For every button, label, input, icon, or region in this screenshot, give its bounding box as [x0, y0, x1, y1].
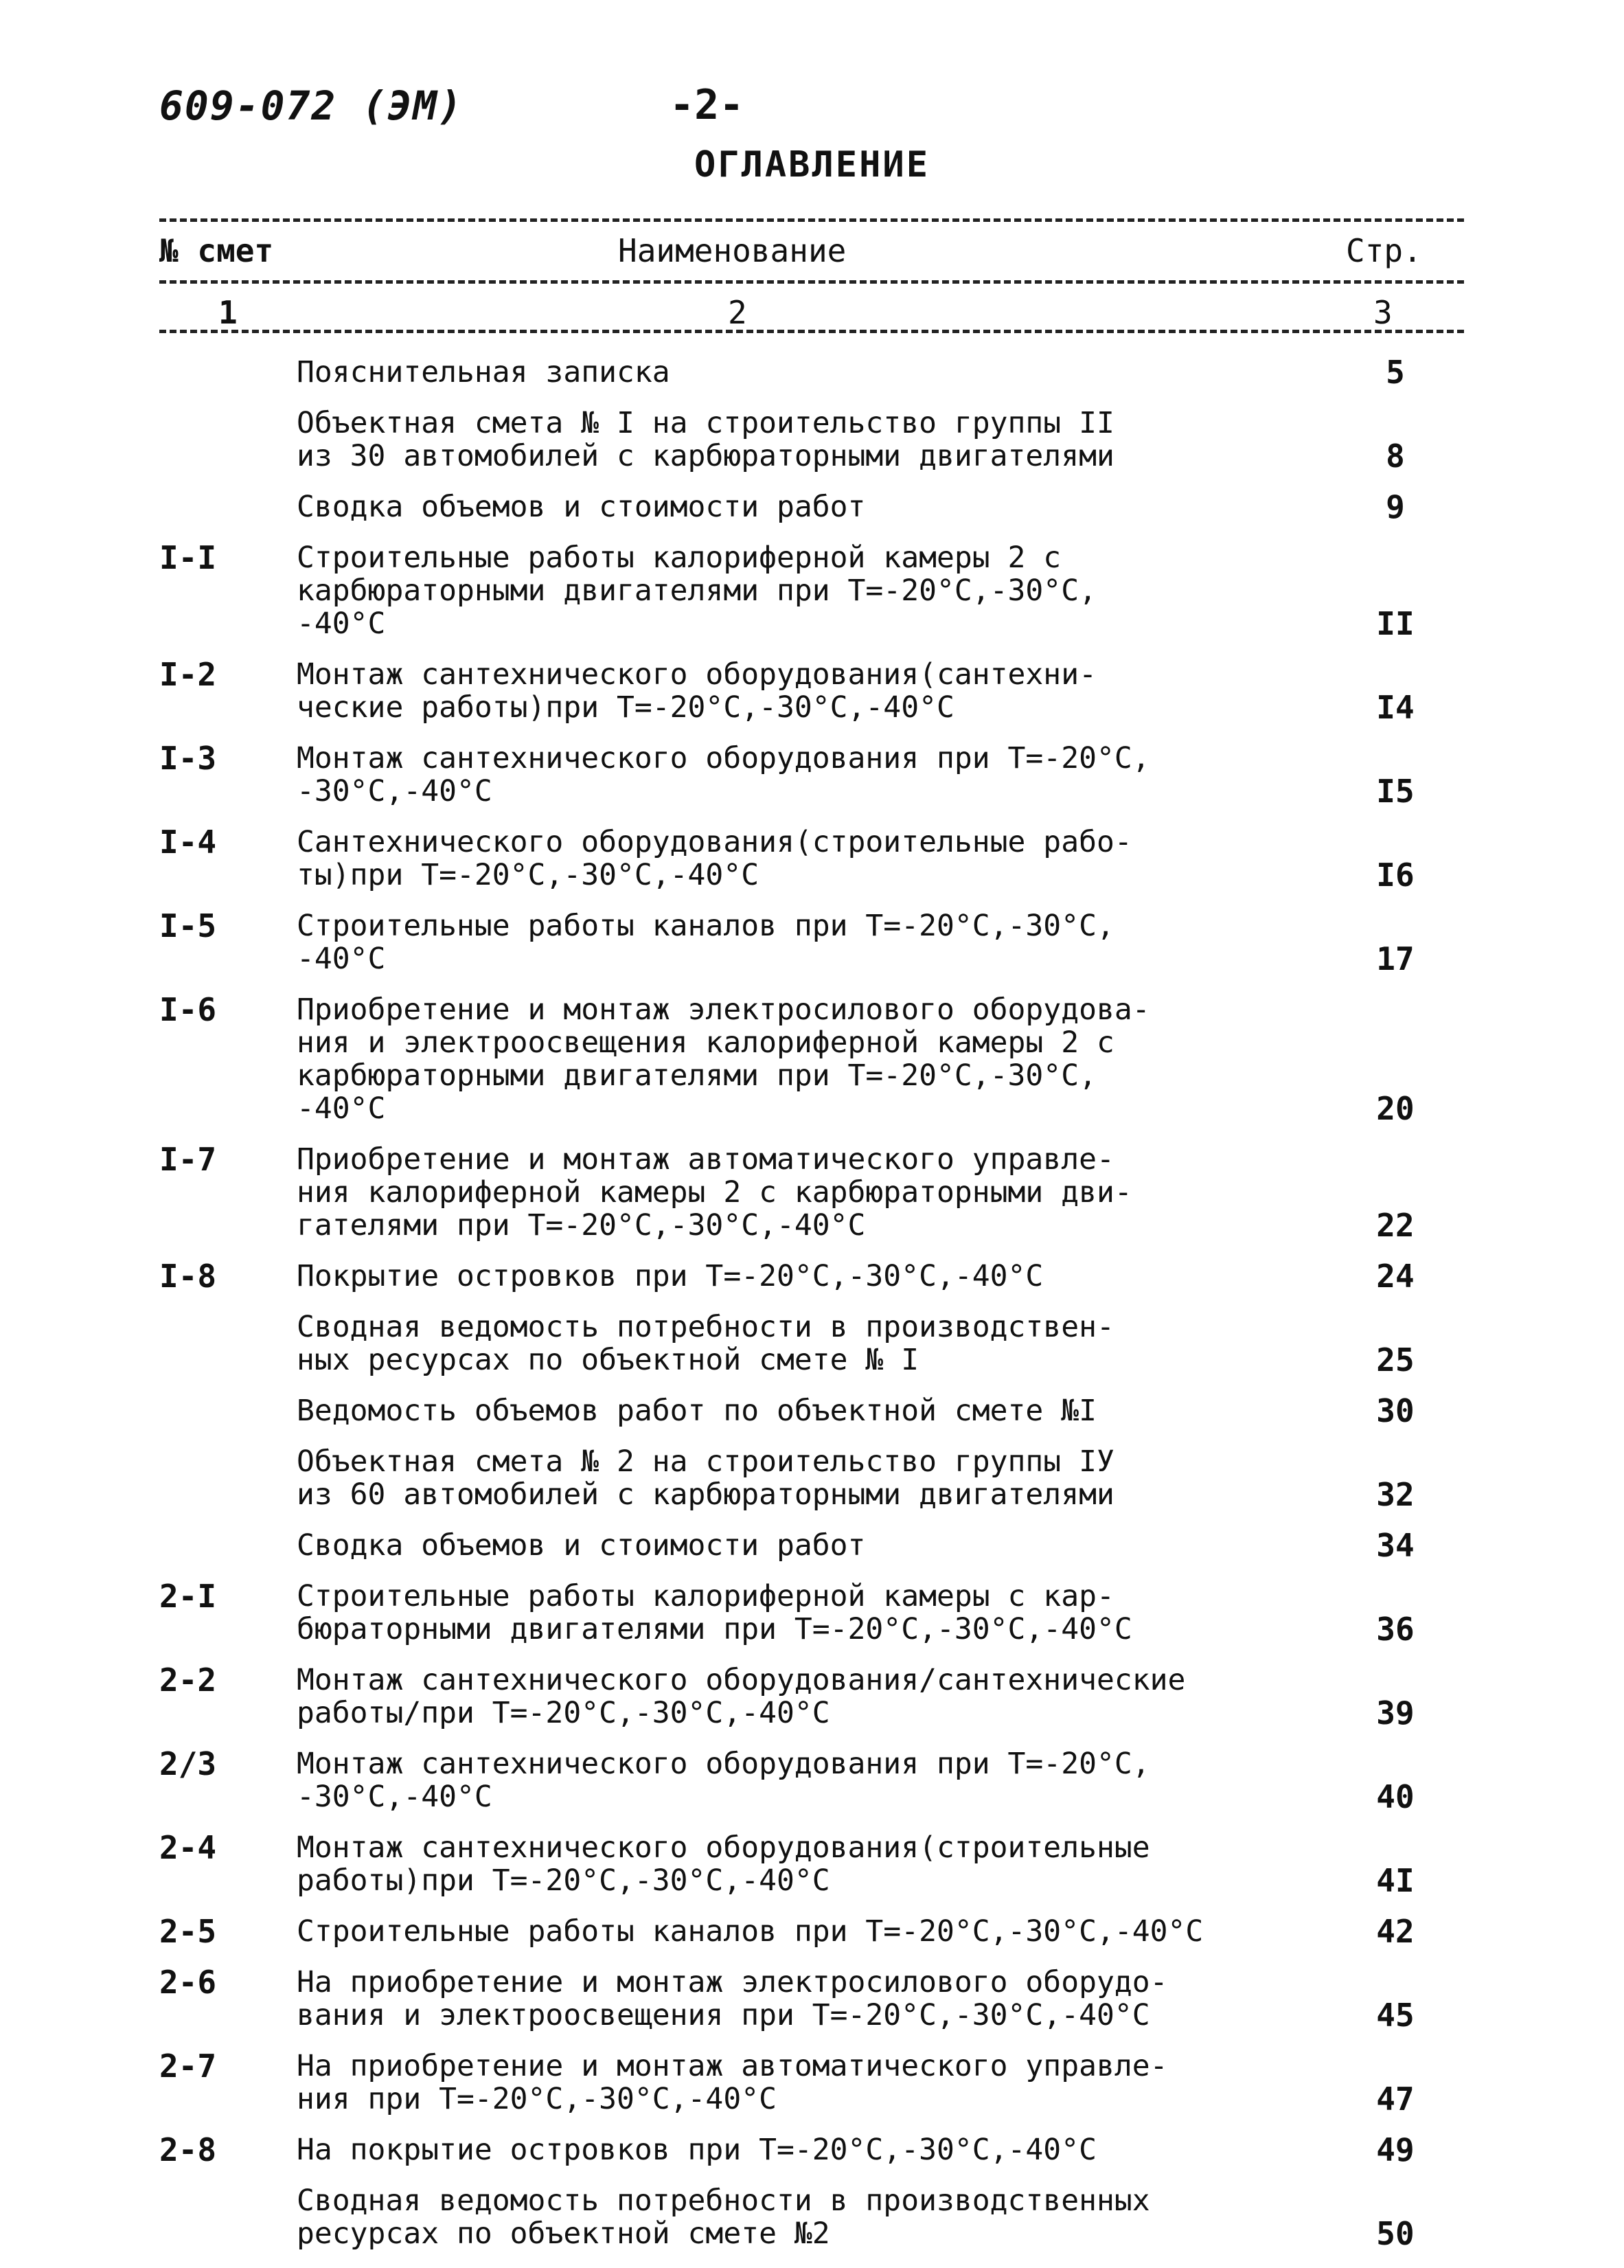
toc-page-number: 24 — [1376, 1258, 1415, 1295]
toc-entry-name: Приобретение и монтаж электросилового оборудова- ния и электроосвещения калориферной камеры 2 с карбюраторными двигателями при Т=-20°С,-30°С, -40°С — [297, 993, 1150, 1126]
toc-entry-name: Сводная ведомость потребности в производственных ресурсах по объектной смете №2 — [297, 2184, 1150, 2251]
toc-entry-name: Строительные работы каналов при Т=-20°С,-30°С, -40°С — [297, 909, 1114, 976]
toc-entry-name: На покрытие островков при Т=-20°С,-30°С,-40°С — [297, 2133, 1097, 2167]
toc-page-number: 32 — [1376, 1476, 1415, 1513]
toc-smeta-number: I-8 — [159, 1258, 217, 1295]
toc-entry-name: Строительные работы каналов при Т=-20°С,-30°С,-40°С — [297, 1914, 1204, 1949]
toc-page-number: 50 — [1376, 2215, 1415, 2252]
column-header-page: Стр. — [1346, 232, 1422, 269]
toc-entry — [159, 1529, 1464, 1562]
page-title: ОГЛАВЛЕНИЕ — [694, 144, 930, 185]
toc-entry — [159, 993, 1464, 1125]
toc-entry-name: Сводка объемов и стоимости работ — [297, 1528, 866, 1563]
toc-page-number: 42 — [1376, 1913, 1415, 1950]
toc-entry-name: Сводная ведомость потребности в производствен- ных ресурсах по объектной смете № I — [297, 1310, 1114, 1377]
toc-page-number: 20 — [1376, 1090, 1415, 1127]
toc-page-number: I5 — [1376, 773, 1415, 810]
toc-page-number: 40 — [1376, 1778, 1415, 1815]
toc-entry-name: Строительные работы калориферной камеры с кар- бюраторными двигателями при Т=-20°С,-30°С,-40°С — [297, 1579, 1132, 1646]
toc-entry — [159, 1747, 1464, 1813]
toc-entry — [159, 1831, 1464, 1897]
toc-entry — [159, 2184, 1464, 2250]
toc-smeta-number: I-I — [159, 539, 217, 576]
column-number-name: 2 — [728, 294, 747, 331]
toc-entry-name: Ведомость объемов работ по объектной смете №I — [297, 1394, 1097, 1428]
toc-entry — [159, 1664, 1464, 1730]
toc-page-number: 17 — [1376, 940, 1415, 977]
toc-smeta-number: I-2 — [159, 656, 217, 693]
toc-page-number: 49 — [1376, 2131, 1415, 2168]
toc-entry-name: Пояснительная записка — [297, 355, 670, 389]
toc-entry — [159, 407, 1464, 473]
toc-entry — [159, 356, 1464, 389]
column-number-smeta: 1 — [218, 294, 238, 331]
toc-entry — [159, 909, 1464, 975]
toc-entry-name: Объектная смета № 2 на строительство группы IУ из 60 автомобилей с карбюраторными двигателями — [297, 1444, 1114, 1512]
toc-entry — [159, 826, 1464, 892]
toc-entry-name: Монтаж сантехнического оборудования при Т=-20°С, -30°С,-40°С — [297, 1747, 1150, 1814]
table-of-contents — [159, 356, 1464, 2268]
toc-entry-name: Приобретение и монтаж автоматического управле- ния калориферной камеры 2 с карбюраторными дви- гателями при Т=-20°С,-30°С,-40°С — [297, 1142, 1132, 1243]
toc-page-number: 25 — [1376, 1341, 1415, 1379]
table-top-rule — [159, 218, 1464, 222]
toc-entry-name: Монтаж сантехнического оборудования(строительные работы)при Т=-20°С,-30°С,-40°С — [297, 1830, 1150, 1898]
toc-page-number: 34 — [1376, 1527, 1415, 1564]
toc-smeta-number: I-3 — [159, 740, 217, 777]
toc-smeta-number: I-4 — [159, 824, 217, 861]
toc-entry — [159, 658, 1464, 724]
toc-page-number: 39 — [1376, 1694, 1415, 1732]
toc-entry-name: Сводка объемов и стоимости работ — [297, 490, 866, 524]
toc-page-number: 45 — [1376, 1997, 1415, 2034]
toc-smeta-number: 2-7 — [159, 2048, 217, 2085]
toc-entry-name: Монтаж сантехнического оборудования/сантехнические работы/при Т=-20°С,-30°С,-40°С — [297, 1663, 1186, 1730]
toc-entry-name: Монтаж сантехнического оборудования(сантехни- ческие работы)при Т=-20°С,-30°С,-40°С — [297, 657, 1097, 725]
toc-page-number: 9 — [1386, 488, 1405, 525]
column-number-page: 3 — [1373, 294, 1393, 331]
page-number: -2- — [670, 81, 744, 129]
toc-entry-name: На приобретение и монтаж электросилового оборудо- вания и электроосвещения при Т=-20°С,-30°С,-40°С — [297, 1965, 1168, 2032]
toc-entry — [159, 1394, 1464, 1427]
toc-smeta-number: 2/3 — [159, 1745, 217, 1782]
toc-smeta-number: I-5 — [159, 907, 217, 944]
toc-entry — [159, 541, 1464, 640]
toc-entry — [159, 1915, 1464, 1948]
toc-page-number: 8 — [1386, 438, 1405, 475]
toc-smeta-number: 2-5 — [159, 1913, 217, 1950]
toc-page-number: 5 — [1386, 354, 1405, 391]
toc-entry-name: Сантехнического оборудования(строительные рабо- ты)при Т=-20°С,-30°С,-40°С — [297, 825, 1132, 892]
column-header-smeta: № смет — [159, 232, 274, 269]
column-header-name: Наименование — [618, 232, 847, 269]
toc-smeta-number: I-6 — [159, 991, 217, 1028]
toc-entry-name: Монтаж сантехнического оборудования при Т=-20°С, -30°С,-40°С — [297, 741, 1150, 808]
toc-page-number: 22 — [1376, 1207, 1415, 1244]
toc-entry — [159, 742, 1464, 808]
toc-smeta-number: 2-6 — [159, 1964, 217, 2001]
toc-smeta-number: 2-2 — [159, 1662, 217, 1699]
toc-entry-name: На приобретение и монтаж автоматического управле- ния при Т=-20°С,-30°С,-40°С — [297, 2049, 1168, 2116]
numbering-divider-rule — [159, 330, 1464, 333]
toc-entry-name: Покрытие островков при Т=-20°С,-30°С,-40°С — [297, 1259, 1044, 1293]
toc-entry — [159, 490, 1464, 523]
toc-smeta-number: I-7 — [159, 1141, 217, 1178]
toc-entry — [159, 1445, 1464, 1511]
toc-smeta-number: 2-I — [159, 1578, 217, 1615]
toc-page-number: I4 — [1376, 689, 1415, 726]
toc-page-number: II — [1376, 605, 1415, 642]
toc-page-number: I6 — [1376, 857, 1415, 894]
toc-entry-name: Строительные работы калориферной камеры 2 с карбюраторными двигателями при Т=-20°С,-30°С, -40°С — [297, 541, 1097, 641]
toc-smeta-number: 2-8 — [159, 2131, 217, 2168]
toc-smeta-number: 2-4 — [159, 1829, 217, 1866]
header-divider-rule — [159, 280, 1464, 284]
toc-page-number: 47 — [1376, 2080, 1415, 2118]
toc-page-number: 4I — [1376, 1862, 1415, 1899]
toc-entry — [159, 1966, 1464, 2032]
toc-entry — [159, 1143, 1464, 1242]
toc-entry — [159, 1260, 1464, 1293]
toc-page-number: 30 — [1376, 1392, 1415, 1429]
toc-entry — [159, 1580, 1464, 1646]
toc-entry-name: Объектная смета № I на строительство группы II из 30 автомобилей с карбюраторными двигателями — [297, 406, 1114, 473]
toc-entry — [159, 1310, 1464, 1379]
toc-entry — [159, 2133, 1464, 2166]
toc-page-number: 36 — [1376, 1611, 1415, 1648]
toc-entry — [159, 2050, 1464, 2116]
document-code: 609-072 (ЭМ) — [159, 82, 464, 129]
